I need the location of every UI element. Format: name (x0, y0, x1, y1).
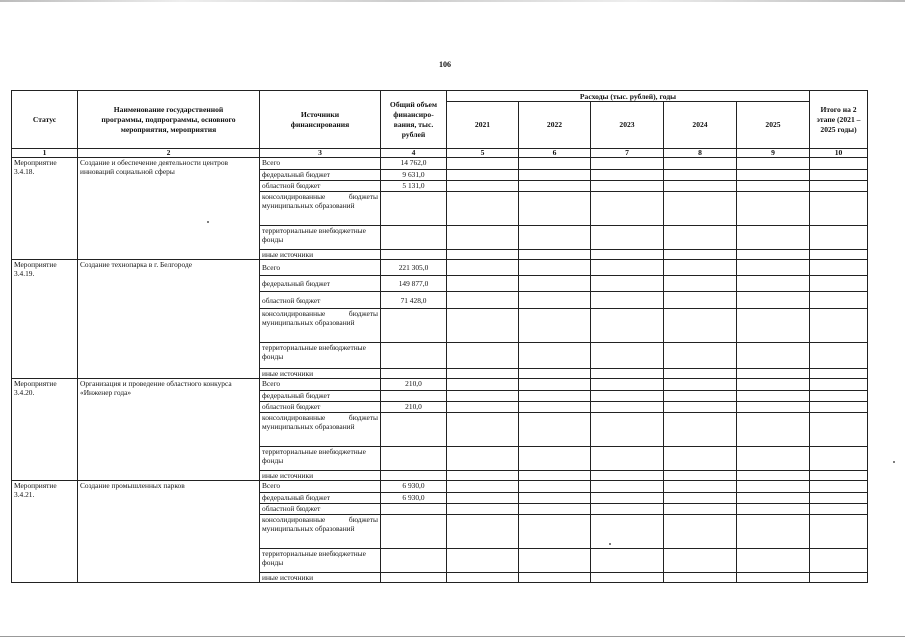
activity-block (12, 379, 868, 481)
total-value: 14 762,0 (381, 158, 447, 170)
total-value (381, 369, 447, 379)
total-value: 71 428,0 (381, 292, 447, 309)
total-value (381, 250, 447, 260)
source-label: областной бюджет (260, 402, 381, 413)
source-label: территориальные внебюджетные фонды (260, 226, 381, 250)
header-stage-total: Итого на 2 этапе (2021 – 2025 годы) (810, 91, 868, 149)
source-label: областной бюджет (260, 181, 381, 192)
total-value (381, 573, 447, 583)
source-label: Всего (260, 379, 381, 391)
header-status: Статус (12, 91, 78, 149)
header-year-2025: 2025 (737, 102, 810, 149)
header-expenses: Расходы (тыс. рублей), годы (447, 91, 810, 102)
total-value: 221 305,0 (381, 260, 447, 276)
activity-status: Мероприятие 3.4.20. (12, 379, 78, 481)
activity-status: Мероприятие 3.4.19. (12, 260, 78, 379)
source-label: территориальные внебюджетные фонды (260, 343, 381, 369)
total-value: 210,0 (381, 402, 447, 413)
total-value: 6 930,0 (381, 481, 447, 493)
source-label: федеральный бюджет (260, 493, 381, 504)
header-year-2021: 2021 (447, 102, 519, 149)
column-number: 3 (260, 149, 381, 158)
page-number: 106 (439, 60, 451, 69)
column-number: 1 (12, 149, 78, 158)
scan-edge-top (0, 0, 905, 2)
column-number: 4 (381, 149, 447, 158)
source-label: федеральный бюджет (260, 276, 381, 292)
total-value: 5 131,0 (381, 181, 447, 192)
activity-block (12, 481, 868, 583)
source-label: Всего (260, 260, 381, 276)
total-value (381, 192, 447, 226)
total-value (381, 343, 447, 369)
column-number: 8 (664, 149, 737, 158)
activity-block (12, 260, 868, 379)
activity-status: Мероприятие 3.4.18. (12, 158, 78, 260)
source-label: консолидированные бюджеты муниципальных образований (260, 515, 381, 549)
header-year-2023: 2023 (591, 102, 664, 149)
activity-name: Организация и проведение областного конкурса «Инженер года» (78, 379, 260, 481)
total-value (381, 413, 447, 447)
source-label: иные источники (260, 471, 381, 481)
source-label: областной бюджет (260, 504, 381, 515)
activity-status: Мероприятие 3.4.21. (12, 481, 78, 583)
source-label: иные источники (260, 250, 381, 260)
source-label: иные источники (260, 573, 381, 583)
activity-name: Создание технопарка в г. Белгороде (78, 260, 260, 379)
scan-speck (893, 461, 895, 463)
total-value: 6 930,0 (381, 493, 447, 504)
total-value (381, 471, 447, 481)
total-value (381, 391, 447, 402)
total-value (381, 226, 447, 250)
header-name: Наименование государственной программы, подпрограммы, основного мероприятия, мероприятия (78, 91, 260, 149)
scan-speck (207, 221, 209, 223)
source-label: консолидированные бюджеты муниципальных образований (260, 309, 381, 343)
source-label: иные источники (260, 369, 381, 379)
header-sources: Источники финансирования (260, 91, 381, 149)
total-value: 149 877,0 (381, 276, 447, 292)
source-label: консолидированные бюджеты муниципальных образований (260, 413, 381, 447)
column-number: 2 (78, 149, 260, 158)
header-year-2022: 2022 (519, 102, 591, 149)
column-number: 5 (447, 149, 519, 158)
source-label: федеральный бюджет (260, 391, 381, 402)
column-number: 6 (519, 149, 591, 158)
total-value: 210,0 (381, 379, 447, 391)
total-value (381, 515, 447, 549)
source-label: территориальные внебюджетные фонды (260, 447, 381, 471)
header-total: Общий объем финансиро-вания, тыс. рублей (381, 91, 447, 149)
total-value (381, 447, 447, 471)
total-value (381, 549, 447, 573)
header-year-2024: 2024 (664, 102, 737, 149)
budget-table (11, 90, 868, 583)
total-value (381, 504, 447, 515)
scan-edge-bottom (0, 636, 905, 637)
source-label: Всего (260, 481, 381, 493)
scan-speck (609, 543, 611, 545)
source-label: консолидированные бюджеты муниципальных образований (260, 192, 381, 226)
activity-name: Создание промышленных парков (78, 481, 260, 583)
activity-name: Создание и обеспечение деятельности центров инноваций социальной сферы (78, 158, 260, 260)
source-label: областной бюджет (260, 292, 381, 309)
activity-block (12, 158, 868, 260)
total-value (381, 309, 447, 343)
column-number: 7 (591, 149, 664, 158)
source-label: Всего (260, 158, 381, 170)
total-value: 9 631,0 (381, 170, 447, 181)
column-number: 10 (810, 149, 868, 158)
column-number: 9 (737, 149, 810, 158)
source-label: территориальные внебюджетные фонды (260, 549, 381, 573)
source-label: федеральный бюджет (260, 170, 381, 181)
